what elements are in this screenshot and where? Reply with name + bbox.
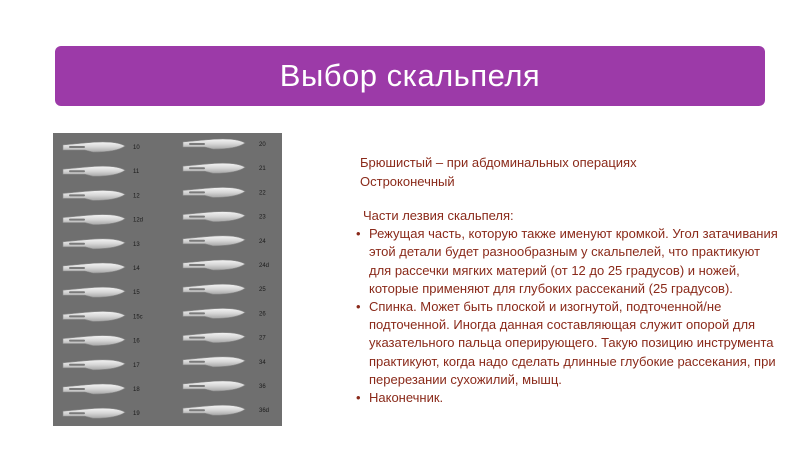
blade-slot [189,361,205,363]
blade-17 [63,360,140,370]
blade-number-label: 11 [133,169,140,176]
blade-slot [69,388,85,390]
blade-25 [183,284,266,294]
blade-slot [189,264,205,266]
blade-slot [69,412,85,414]
blade-number-label: 15 [133,290,140,297]
blade-slot [189,385,205,387]
blade-slot [69,267,85,269]
blade-12 [63,190,140,200]
blade-slot [189,312,205,314]
blade-19 [63,408,140,418]
blade-15c [63,311,143,321]
blade-24 [183,236,266,246]
blade-number-label: 14 [133,266,140,272]
blade-23 [183,212,266,222]
blade-slot [69,243,85,245]
blade-number-label: 15c [133,314,143,321]
blade-number-label: 10 [133,145,140,151]
blade-15 [63,287,140,297]
blade-number-label: 36 [259,384,266,390]
blade-number-label: 12 [133,193,140,200]
blade-number-label: 19 [133,411,140,418]
blade-number-label: 12d [133,217,144,224]
blade-slot [69,291,85,293]
blade-number-label: 26 [259,311,266,318]
blade-slot [189,240,205,242]
blade-slot [69,315,85,317]
blade-36d [183,405,269,415]
blade-10 [63,142,140,152]
slide-title: Выбор скальпеля [279,58,541,93]
blade-number-label: 23 [259,214,266,221]
blade-slot [189,337,205,339]
blade-11 [63,166,140,176]
blade-13 [63,239,140,249]
blade-number-label: 24d [259,263,270,269]
blade-slot [189,167,205,169]
blade-number-label: 34 [259,359,266,366]
blade-slot [69,340,85,342]
parts-list [355,225,785,407]
blades-svg [53,133,282,426]
blade-slot [189,288,205,290]
blade-number-label: 25 [259,287,266,294]
blade-slot [69,364,85,366]
blade-slot [69,219,85,221]
blade-26 [183,308,266,318]
blade-number-label: 36d [259,408,270,415]
blade-12d [63,215,143,225]
blade-number-label: 13 [133,241,140,248]
blade-number-label: 20 [259,142,266,148]
blade-slot [69,146,85,148]
blade-number-label: 17 [133,362,140,369]
parts-list-item: • Режущая часть, которую также именуют кромкой. Угол затачивания этой детали будет разнообразным у скальпелей, что практикуют для рассечки мягких материй (от 12 до 25 градусов) и ножей, которые применяют для глубоких рассеканий (25 градусов). [355,225,785,298]
blade-20 [183,139,266,149]
title-bar [55,46,765,106]
blade-16 [63,336,140,346]
blade-parts [355,207,785,407]
scalpel-blades-image [53,133,282,426]
blade-number-label: 16 [133,338,140,345]
blade-34 [183,357,266,367]
blade-number-label: 21 [259,166,266,173]
blade-24d [183,260,269,270]
blade-27 [183,333,266,343]
blade-number-label: 24 [259,238,266,245]
blade-22 [183,187,266,197]
blade-slot [69,194,85,196]
blade-number-label: 18 [133,387,140,393]
blade-type-line-1: Брюшистый – при абдоминальных операциях [360,155,637,170]
parts-heading: Части лезвия скальпеля: [363,208,514,223]
blade-number-label: 22 [259,190,266,197]
blade-21 [183,163,266,173]
blade-slot [189,143,205,145]
parts-list-item: • Спинка. Может быть плоской и изогнутой, подточенной/не подточенной. Иногда данная составляющая служит опорой для указательного пальца оперирующего. Такую позицию инструмента практикуют, когда надо сделать длинные глубокие рассекания, при перерезании сухожилий, мышц. [355,298,785,389]
blade-number-label: 27 [259,335,266,342]
blade-types [360,153,780,191]
blade-slot [69,170,85,172]
blade-36 [183,381,266,391]
blade-18 [63,384,140,394]
blade-slot [189,216,205,218]
blade-14 [63,263,140,273]
parts-list-item: • Наконечник. [355,389,785,407]
blade-slot [189,191,205,193]
blade-type-line-2: Остроконечный [360,174,455,189]
blade-slot [189,409,205,411]
